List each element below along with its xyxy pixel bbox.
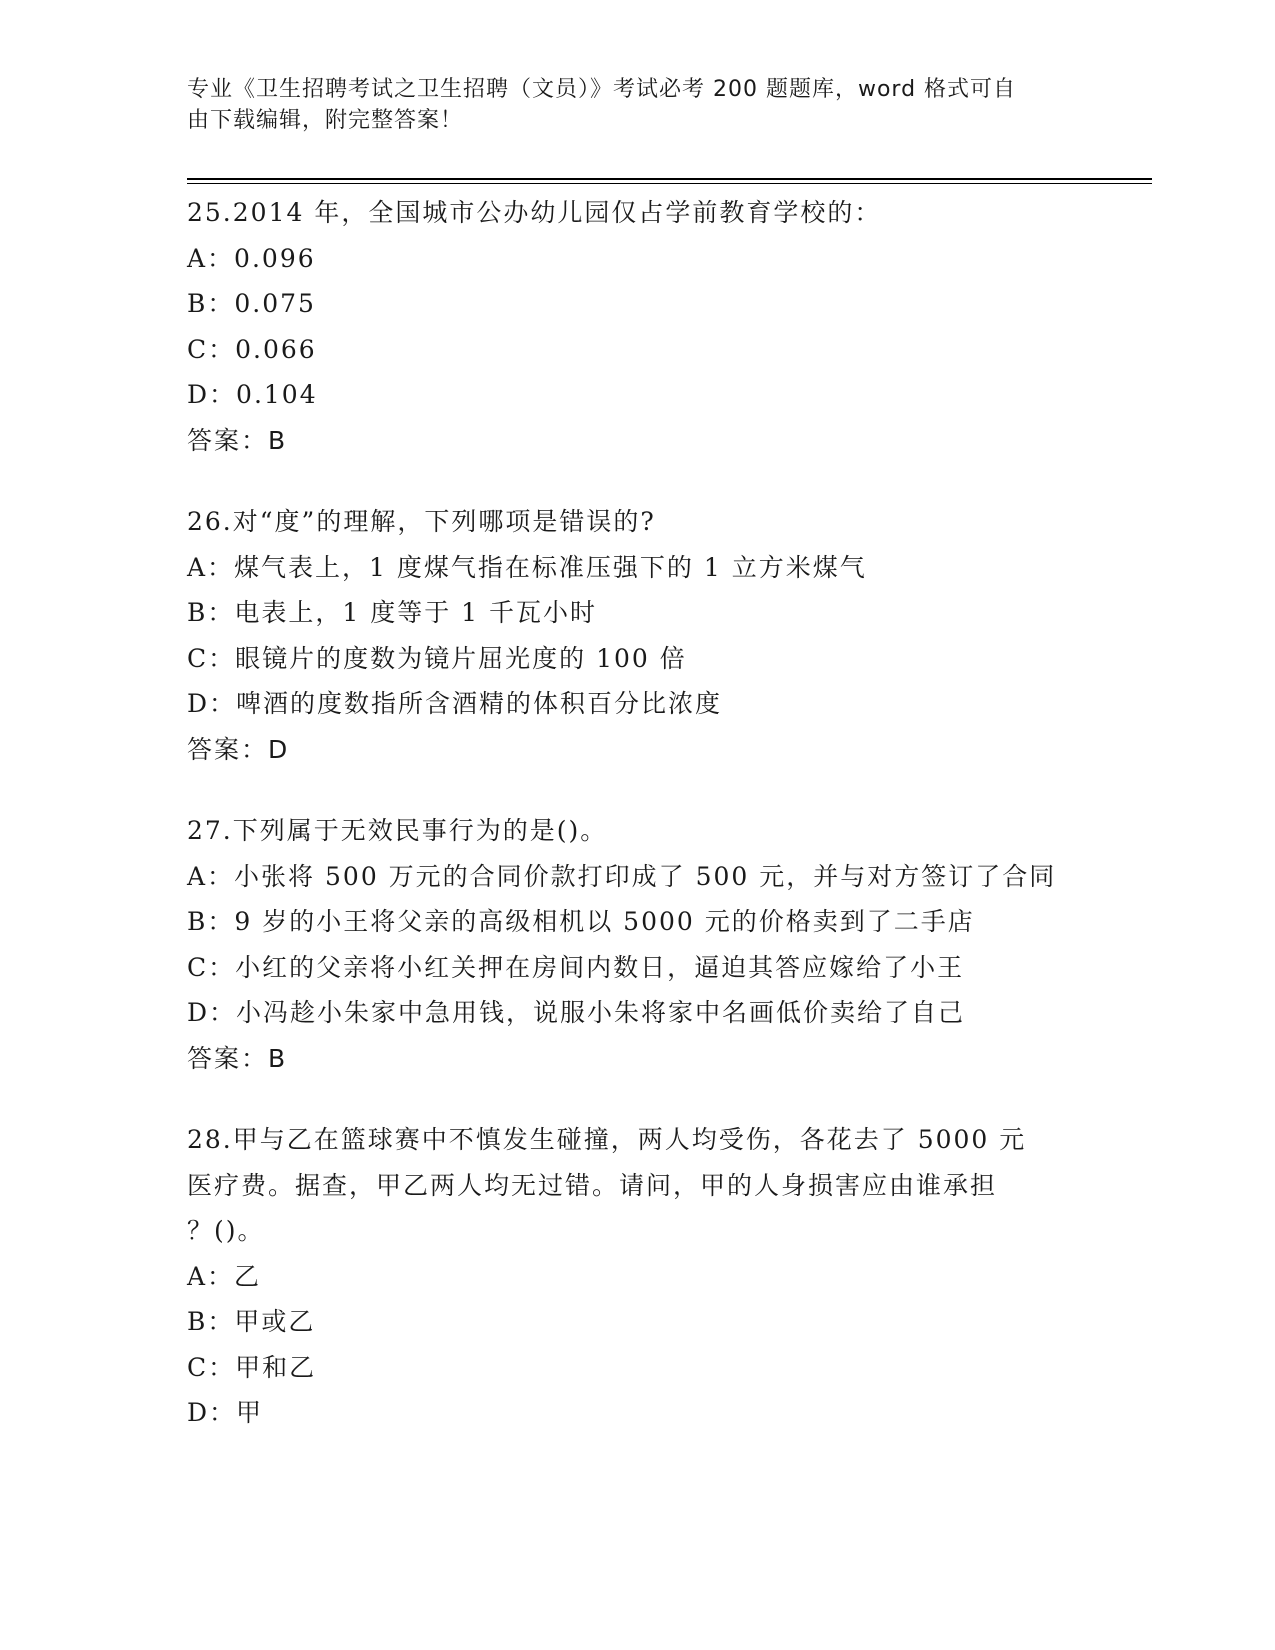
option-c: C：小红的父亲将小红关押在房间内数日，逼迫其答应嫁给了小王 <box>187 952 965 982</box>
question-stem: 25.2014 年，全国城市公办幼儿园仅占学前教育学校的： <box>187 198 882 227</box>
option-a: A：小张将 500 万元的合同价款打印成了 500 元，并与对方签订了合同 <box>187 861 1057 891</box>
answer-line: 答案：B <box>187 1043 288 1073</box>
question-27 <box>187 808 1067 1081</box>
option-c: C：甲和乙 <box>187 1352 317 1382</box>
option-b: B：甲或乙 <box>187 1307 316 1336</box>
header-divider-thick <box>187 178 1152 180</box>
option-b: B：9 岁的小王将父亲的高级相机以 5000 元的价格卖到了二手店 <box>187 907 975 936</box>
question-stem: 27.下列属于无效民事行为的是()。 <box>187 816 608 845</box>
question-26 <box>187 499 1067 772</box>
answer-line: 答案：B <box>187 425 288 455</box>
option-d: D：甲 <box>187 1398 264 1427</box>
header-line-2: 由下载编辑，附完整答案！ <box>187 108 464 133</box>
question-25 <box>187 190 1067 463</box>
question-stem-line-1: 28.甲与乙在篮球赛中不慎发生碰撞，两人均受伤，各花去了 5000 元 <box>187 1125 1027 1154</box>
question-stem-line-2: 医疗费。据查，甲乙两人均无过错。请问，甲的人身损害应由谁承担 <box>187 1170 998 1200</box>
option-a: A：0.096 <box>187 243 316 273</box>
option-c: C：眼镜片的度数为镜片屈光度的 100 倍 <box>187 643 687 673</box>
option-c: C：0.066 <box>187 334 317 364</box>
question-stem: 26.对“度”的理解，下列哪项是错误的? <box>187 507 656 536</box>
option-d: D：0.104 <box>187 380 318 409</box>
header-divider-thin <box>187 183 1152 184</box>
option-b: B：电表上，1 度等于 1 千瓦小时 <box>187 598 598 627</box>
answer-line: 答案：D <box>187 734 290 764</box>
question-list <box>187 190 1067 1472</box>
header-line-1: 专业《卫生招聘考试之卫生招聘（文员）》考试必考 200 题题库，word 格式可自 <box>187 77 1017 102</box>
document-header <box>187 74 1067 136</box>
option-a: A：乙 <box>187 1261 262 1291</box>
option-b: B：0.075 <box>187 289 316 318</box>
option-d: D：啤酒的度数指所含酒精的体积百分比浓度 <box>187 689 723 718</box>
question-stem-line-3: ？()。 <box>187 1216 265 1245</box>
option-d: D：小冯趁小朱家中急用钱，说服小朱将家中名画低价卖给了自己 <box>187 998 966 1027</box>
question-28 <box>187 1117 1067 1436</box>
option-a: A：煤气表上，1 度煤气指在标准压强下的 1 立方米煤气 <box>187 552 867 582</box>
